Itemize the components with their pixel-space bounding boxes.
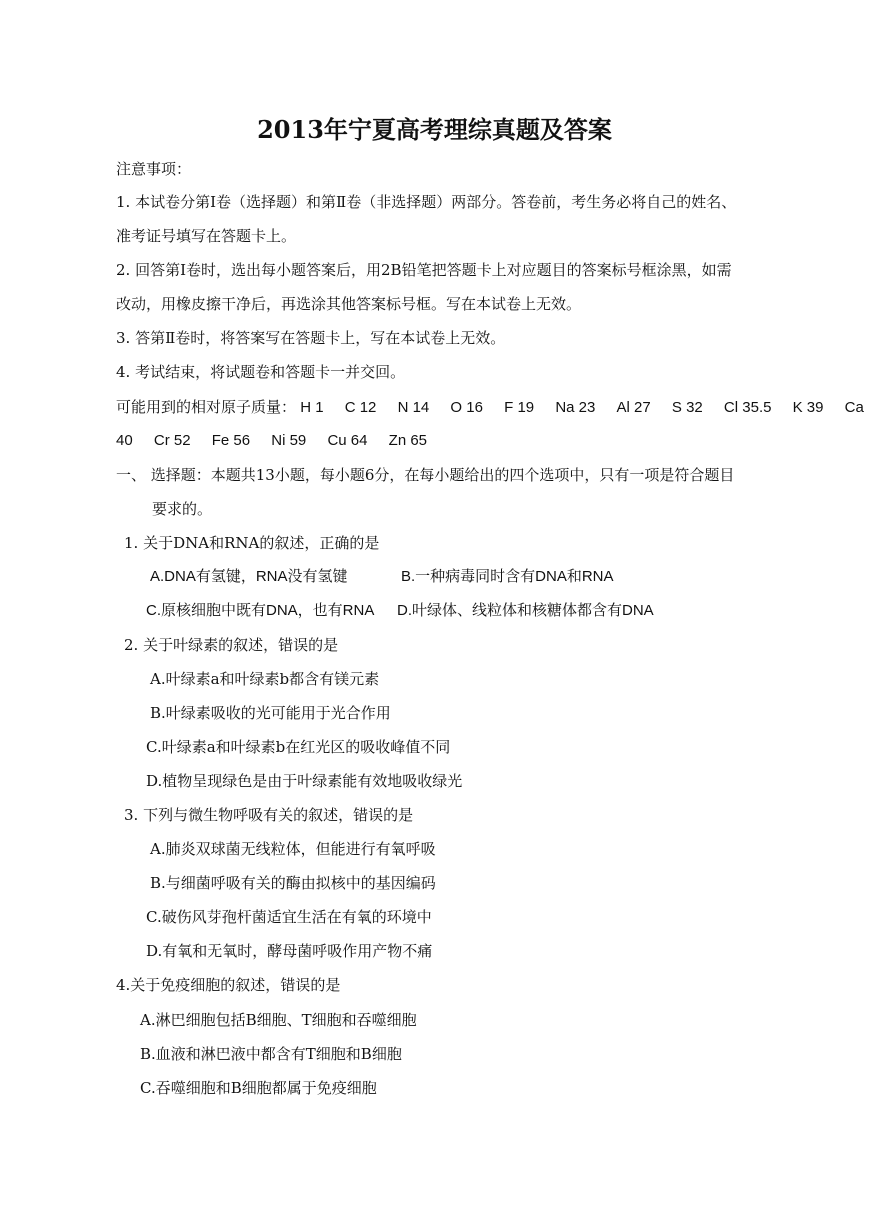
mass-item: H 1 <box>300 399 324 416</box>
mass-item: Ca <box>844 399 864 416</box>
question-4-option-c: C.吞噬细胞和B细胞都属于免疫细胞 <box>140 1079 377 1097</box>
question-2-option-d: D.植物呈现绿色是由于叶绿素能有效地吸收绿光 <box>146 772 463 790</box>
mass-item: O 16 <box>450 399 483 416</box>
question-2-option-c: C.叶绿素a和叶绿素b在红光区的吸收峰值不同 <box>146 738 451 756</box>
question-3-option-c: C.破伤风芽孢杆菌适宜生活在有氧的环境中 <box>146 908 432 926</box>
atomic-masses-line-1 <box>116 396 864 419</box>
note-3: 3. 答第Ⅱ卷时，将答案写在答题卡上，写在本试卷上无效。 <box>116 329 506 347</box>
question-3-stem: 3. 下列与微生物呼吸有关的叙述，错误的是 <box>124 806 414 824</box>
mass-item: Cl 35.5 <box>723 399 772 416</box>
question-4-option-b: B.血液和淋巴液中都含有T细胞和B细胞 <box>140 1045 402 1063</box>
question-3-option-b: B.与细菌呼吸有关的酶由拟核中的基因编码 <box>150 874 436 892</box>
section-1-heading-cont: 要求的。 <box>152 500 213 518</box>
question-1-option-b: B.一种病毒同时含有DNA和RNA <box>401 568 614 585</box>
question-4-option-a: A.淋巴细胞包括B细胞、T细胞和吞噬细胞 <box>140 1011 417 1029</box>
note-1-line-1: 1. 本试卷分第Ⅰ卷（选择题）和第Ⅱ卷（非选择题）两部分。答卷前，考生务必将自己的姓名、 <box>116 193 737 211</box>
page-title: 2013年宁夏高考理综真题及答案 <box>257 115 612 144</box>
atomic-masses-label: 可能用到的相对原子质量： <box>116 398 297 416</box>
section-1-heading: 一、 选择题：本题共13小题，每小题6分，在每小题给出的四个选项中，只有一项是符合题目 <box>116 466 735 484</box>
question-2-option-b: B.叶绿素吸收的光可能用于光合作用 <box>150 704 391 722</box>
notes-heading: 注意事项： <box>116 160 192 178</box>
atomic-masses-line-2 <box>116 430 427 452</box>
question-2-option-a: A.叶绿素a和叶绿素b都含有镁元素 <box>150 670 380 688</box>
note-1-line-2: 准考证号填写在答题卡上。 <box>116 227 297 245</box>
mass-item: K 39 <box>792 399 824 416</box>
mass-item: Cu 64 <box>327 432 368 449</box>
mass-item: Zn 65 <box>388 432 428 449</box>
question-1-option-d: D.叶绿体、线粒体和核糖体都含有DNA <box>397 602 654 619</box>
question-1-stem: 1. 关于DNA和RNA的叙述，正确的是 <box>124 534 380 552</box>
mass-item: Ni 59 <box>271 432 307 449</box>
question-2-stem: 2. 关于叶绿素的叙述，错误的是 <box>124 636 339 654</box>
mass-item: C 12 <box>344 399 377 416</box>
mass-item: F 19 <box>504 399 535 416</box>
mass-item: Cr 52 <box>153 432 191 449</box>
mass-item: Na 23 <box>555 399 596 416</box>
mass-item: S 32 <box>671 399 703 416</box>
question-1-option-a: A.DNA有氢键，RNA没有氢键 <box>150 568 348 585</box>
mass-item: Fe 56 <box>211 432 251 449</box>
question-3-option-d: D.有氧和无氧时，酵母菌呼吸作用产物不痛 <box>146 942 433 960</box>
question-1-option-c: C.原核细胞中既有DNA，也有RNA <box>146 602 375 619</box>
question-4-stem: 4.关于免疫细胞的叙述，错误的是 <box>116 976 341 994</box>
question-3-option-a: A.肺炎双球菌无线粒体，但能进行有氧呼吸 <box>150 840 436 858</box>
note-2-line-1: 2. 回答第Ⅰ卷时，选出每小题答案后，用2B铅笔把答题卡上对应题目的答案标号框涂黑，如需 <box>116 261 732 279</box>
note-2-line-2: 改动，用橡皮擦干净后，再选涂其他答案标号框。写在本试卷上无效。 <box>116 295 582 313</box>
mass-item: 40 <box>116 432 133 449</box>
note-4: 4. 考试结束，将试题卷和答题卡一并交回。 <box>116 363 406 381</box>
mass-item: N 14 <box>397 399 430 416</box>
mass-item: Al 27 <box>616 399 651 416</box>
